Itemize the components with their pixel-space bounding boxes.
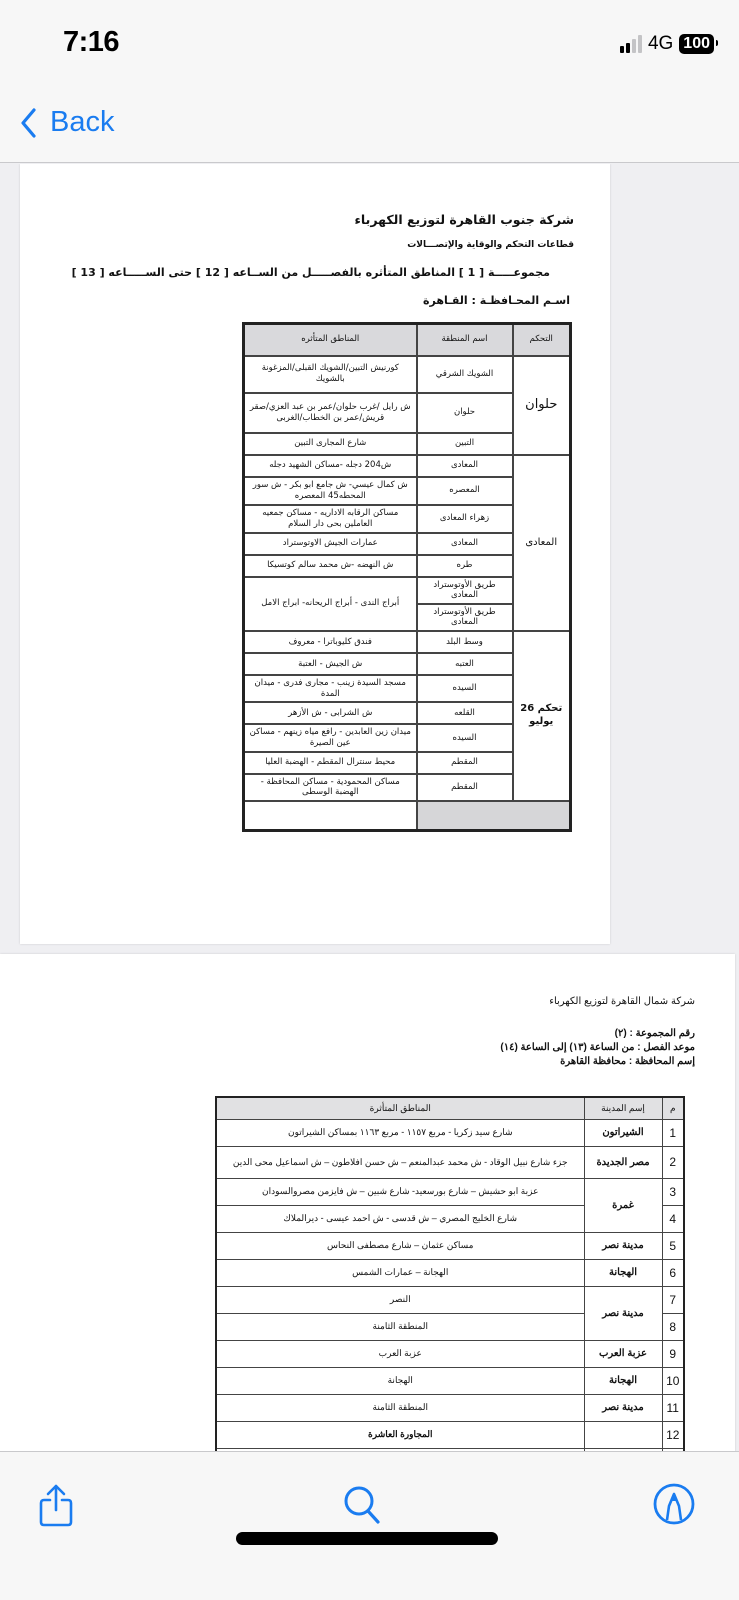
affected-cell: الهجانة [216,1367,584,1394]
city-cell: عزبة العرب [584,1340,662,1367]
bottom-toolbar [0,1451,739,1600]
table-header-row [244,324,571,356]
table-header-row [216,1097,684,1119]
header-area-name: اسم المنطقة [417,324,513,356]
area-cell: المقطم [417,752,513,774]
affected-cell: ش204 دجله -مساكن الشهيد دجله [244,455,417,477]
page1-department: قطاعات التحكم والوقاية والإتصـــالات [407,240,574,250]
affected-cell: كورنيش التبين/الشويك القبلى/المزغونة بالشويك [244,356,417,393]
document-viewer[interactable] [0,164,739,1451]
markup-button[interactable] [652,1482,696,1526]
empty-gray-cell [417,801,571,831]
affected-cell: عمارات الجيش الاوتوستراد [244,533,417,555]
table-row [216,1232,684,1259]
table-row [216,1259,684,1286]
table-row [216,1421,684,1448]
affected-cell: جزء شارع نبيل الوقاد - ش محمد عبدالمنعم – ش حسن افلاطون – ش اسماعيل محى الدين [216,1146,584,1178]
document-page-2 [0,954,735,1451]
city-cell: مصر الجديدة [584,1146,662,1178]
table-row [216,1178,684,1205]
table-row [244,356,571,393]
city-cell: مدينة نصر [584,1232,662,1259]
area-cell: زهراء المعادى [417,505,513,533]
row-num: 8 [662,1313,684,1340]
area-cell: المعادى [417,533,513,555]
table-row [216,1340,684,1367]
row-num: 6 [662,1259,684,1286]
affected-cell: النصر [216,1286,584,1313]
area-cell: حلوان [417,393,513,433]
affected-cell: عزبة العرب [216,1340,584,1367]
city-cell: مدينة نصر [584,1394,662,1421]
row-num: 2 [662,1146,684,1178]
affected-cell: مساكن عثمان – شارع مصطفى النحاس [216,1232,584,1259]
share-icon [34,1482,78,1528]
area-cell: طريق الأوتوستراد المعادى [417,577,513,604]
affected-cell: فندق كليوباترا - معروف [244,631,417,653]
page2-group-number: رقم المجموعة : (٢) [614,1028,695,1039]
header-affected: المناطق المتأثره [244,324,417,356]
table-row [216,1367,684,1394]
search-button[interactable] [340,1482,384,1526]
affected-cell: شارع الخليج المصري – ش قدسى - ش احمد عيسى - ديرالملاك [216,1205,584,1232]
share-button[interactable] [34,1482,78,1526]
affected-cell: مساكن الرقابه الاداريه - مساكن جمعيه العاملين بحى دار السلام [244,505,417,533]
navigation-bar [0,90,739,163]
empty-cell [244,801,417,831]
city-cell: الهجانة [584,1367,662,1394]
page1-governorate: اسـم المحـافظـة : القـاهرة [423,294,570,307]
search-icon [340,1482,384,1528]
back-label: Back [50,106,115,138]
affected-cell: ميدان زين العابدين - رافع مياه زينهم - مساكن عين الصيرة [244,724,417,751]
area-cell: وسط البلد [417,631,513,653]
table-row [244,455,571,477]
table-row [216,1146,684,1178]
markup-pen-icon [652,1482,696,1528]
network-type: 4G [647,33,674,54]
page1-group-line: مجموعـــــة [ 1 ] المناطق المتأثره بالفصـــــل من الســاعه [ 12 ] حتى الســـــاعه [ 13 ] [71,266,550,279]
area-cell: السيده [417,724,513,751]
signal-icon [620,35,642,53]
area-cell: الشويك الشرقي [417,356,513,393]
battery-icon: 100 [679,34,714,54]
page2-governorate: إسم المحافظة : محافظة القاهرة [560,1056,695,1067]
city-cell [584,1421,662,1448]
document-page-1 [20,164,610,944]
area-cell: العتبه [417,653,513,675]
status-time: 7:16 [63,26,120,58]
affected-cell: ش الجيش - العتبة [244,653,417,675]
area-cell: المعصره [417,477,513,505]
header-control: التحكم [513,324,571,356]
header-num: م [662,1097,684,1119]
table-row [216,1286,684,1313]
status-bar [0,0,739,90]
page2-table [215,1096,685,1451]
area-cell: المعادى [417,455,513,477]
affected-cell: المجاورة العاشرة [216,1421,584,1448]
affected-cell: شارع المجارى التبين [244,433,417,455]
area-cell: القلعه [417,702,513,724]
row-num: 9 [662,1340,684,1367]
affected-cell: أبراج الندى - أبراج الريحانه- ابراج الامل [244,577,417,632]
page2-cut-time: موعد الفصل : من الساعة (١٣) إلى الساعة (١٤) [500,1042,695,1053]
page2-company: شركة شمال القاهرة لتوزيع الكهرباء [549,996,695,1007]
table-row [216,1394,684,1421]
affected-cell: مساكن المحمودية - مساكن المحافظة - الهضبة الوسطى [244,774,417,801]
row-num: 1 [662,1119,684,1146]
city-cell: غمرة [584,1178,662,1232]
affected-cell: عزبة ابو حشيش – شارع بورسعيد- شارع شبين – ش فايزمن مصروالسودان [216,1178,584,1205]
row-num: 5 [662,1232,684,1259]
table-row [244,631,571,653]
page1-company: شركة جنوب القاهرة لتوزيع الكهرباء [354,212,574,227]
page1-table [242,322,572,832]
affected-cell: ش الشرابى - ش الأزهر [244,702,417,724]
affected-cell: مسجد السيدة زينب - مجارى فدرى - ميدان المدة [244,675,417,702]
city-cell: مدينة نصر [584,1286,662,1340]
city-cell: الشيراتون [584,1119,662,1146]
area-cell: طره [417,555,513,577]
affected-cell: المنطقة الثامنة [216,1313,584,1340]
affected-cell: محيط سنترال المقطم - الهضبة العليا [244,752,417,774]
table-row-empty [244,801,571,831]
affected-cell: شارع سيد زكريا - مربع ١١٥٧ - مربع ١١٦٣ بمساكن الشيراتون [216,1119,584,1146]
affected-cell: المنطقة الثامنة [216,1394,584,1421]
chevron-left-icon [20,108,36,138]
affected-cell: ش النهضه -ش محمد سالم كوتسيكا [244,555,417,577]
status-indicators [620,33,714,55]
row-num: 11 [662,1394,684,1421]
city-cell: الهجانة [584,1259,662,1286]
row-num: 4 [662,1205,684,1232]
back-button[interactable] [20,106,114,139]
control-cell: المعادى [513,455,571,632]
row-num: 12 [662,1421,684,1448]
area-cell: المقطم [417,774,513,801]
control-cell: تحكم 26 يوليو [513,631,571,801]
area-cell: التبين [417,433,513,455]
affected-cell: ش كمال عيسي- ش جامع ابو بكر - ش سور المحطه45 المعصره [244,477,417,505]
header-affected: المناطق المتأثرة [216,1097,584,1119]
row-num: 7 [662,1286,684,1313]
table-row [216,1119,684,1146]
affected-cell: ش رايل /غرب حلوان/عمر بن عبد العزي/صقر قريش/عمر بن الخطاب/الغربى [244,393,417,433]
header-city: إسم المدينة [584,1097,662,1119]
area-cell: طريق الأوتوستراد المعادى [417,604,513,631]
row-num: 10 [662,1367,684,1394]
row-num: 3 [662,1178,684,1205]
area-cell: السيده [417,675,513,702]
control-cell: حلوان [513,356,571,455]
affected-cell: الهجانة – عمارات الشمس [216,1259,584,1286]
home-indicator[interactable] [236,1532,498,1545]
